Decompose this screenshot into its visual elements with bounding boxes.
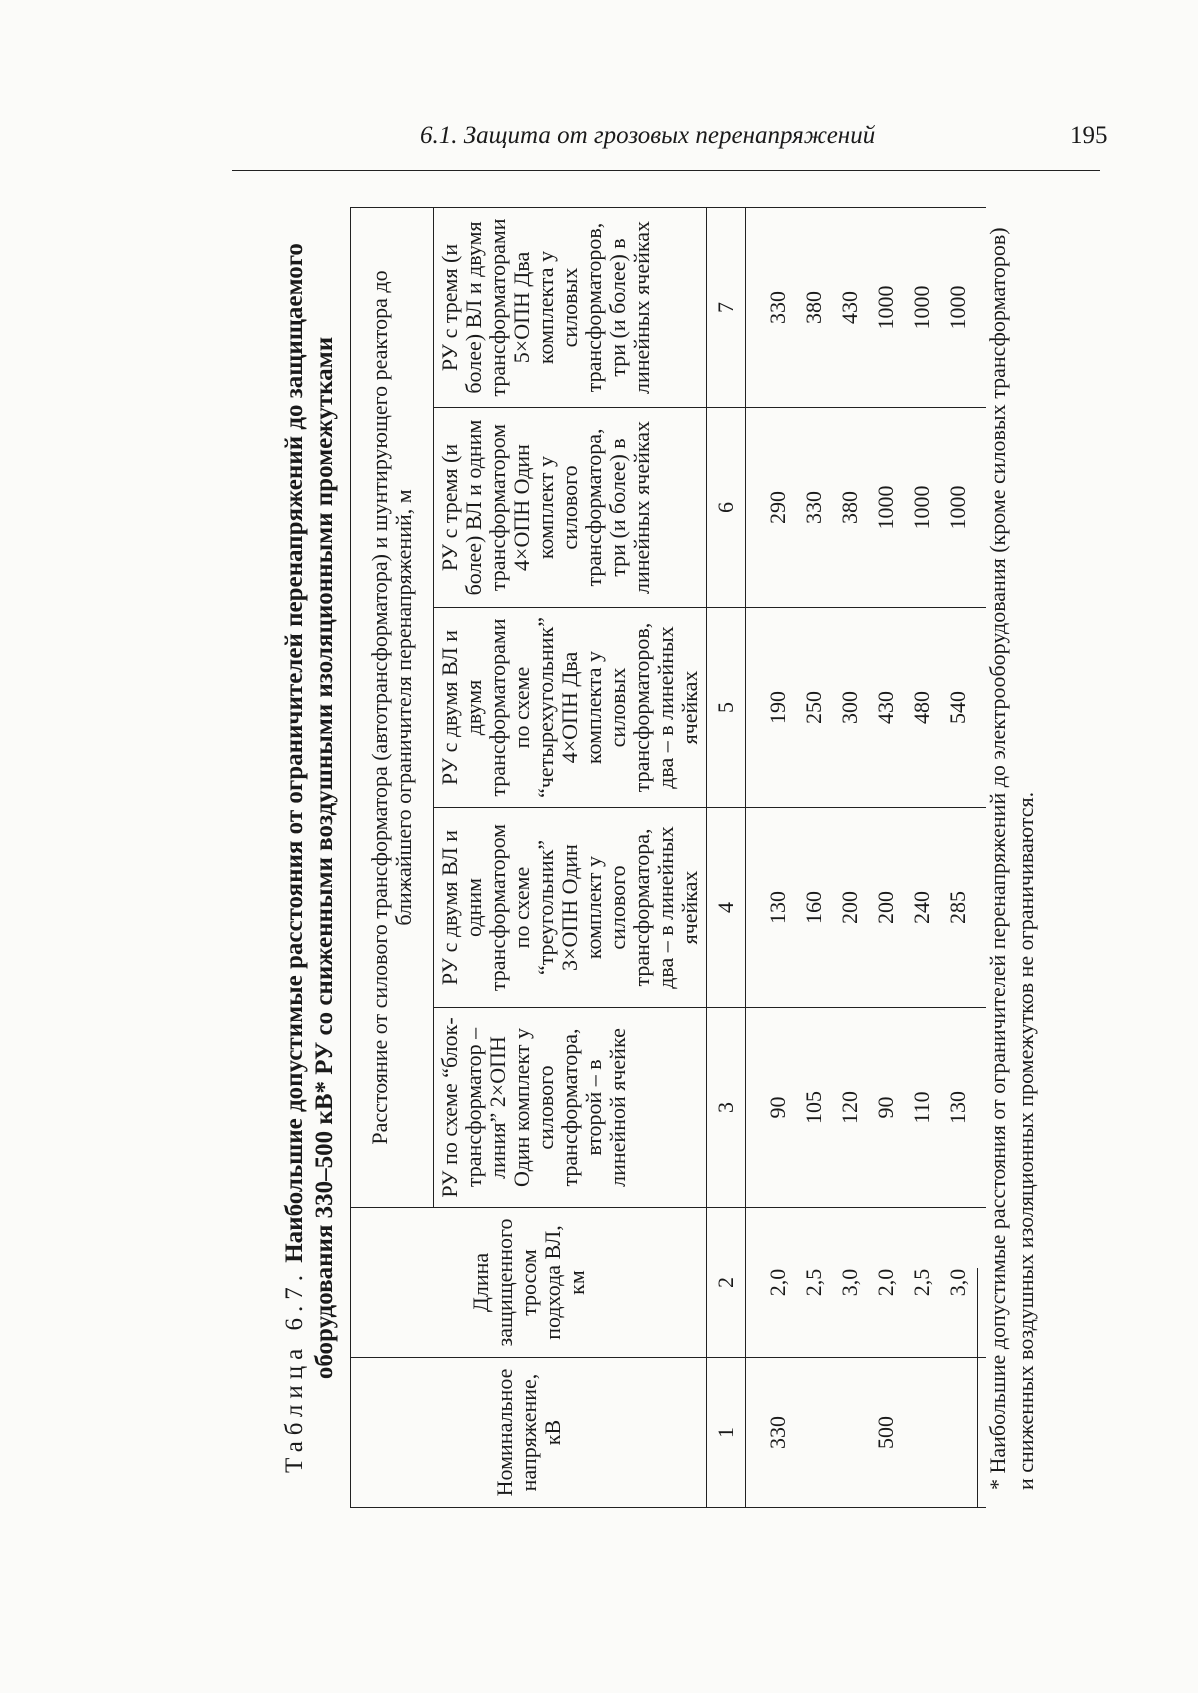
header-distance-group: Расстояние от силового трансформатора (автотрансформатора) и шунтирующего реактора до ближайшего ограничителя перенапряжений, м xyxy=(351,207,434,1207)
footnote: * Наибольшие допустимые расстояния от ограничителей перенапряжений до электрооборудования (кроме силовых трансформаторов) и сниженных воздушных изоляционных промежутков не ограничиваются. xyxy=(985,227,1038,1490)
distance-table xyxy=(350,207,986,1508)
column-number: 4 xyxy=(707,808,746,1008)
col-6-cell: 290 330 380 1000 1000 1000 xyxy=(746,408,986,608)
table-caption-label: Таблица 6.7. xyxy=(281,1269,308,1473)
column-number: 1 xyxy=(707,1358,746,1508)
header-col-4: РУ с двумя ВЛ и одним трансформатором по схеме “треугольник” 3×ОПН Один комплект у силового трансформатора, два – в линейных ячейках xyxy=(434,808,707,1008)
col-7-cell: 330 380 430 1000 1000 1000 xyxy=(746,207,986,407)
footnote-rule xyxy=(977,1268,978,1508)
column-number: 3 xyxy=(707,1008,746,1208)
column-number: 6 xyxy=(707,408,746,608)
rotated-table-block xyxy=(262,208,1122,1508)
page-number: 195 xyxy=(1070,122,1108,149)
header-length: Длина защищенного тросом подхода ВЛ, км xyxy=(351,1208,707,1358)
running-title: 6.1. Защита от грозовых перенапряжений xyxy=(420,122,876,149)
column-number: 2 xyxy=(707,1208,746,1358)
col-5-cell: 190 250 300 430 480 540 xyxy=(746,608,986,808)
table-row xyxy=(746,207,986,1507)
header-col-7: РУ с тремя (и более) ВЛ и двумя трансформаторами 5×ОПН Два комплекта у силовых трансформаторов, три (и более) в линейных ячейках xyxy=(434,207,707,407)
table-caption-title: Наибольшие допустимые расстояния от ограничителей перенапряжений до защищаемого оборудования 330–500 кВ* РУ со сниженными воздушными изоляционными промежутками xyxy=(281,243,338,1380)
header-col-3: РУ по схеме “блок-трансформатор – линия” 2×ОПН Один комплект у силового трансформатора, второй – в линейной ячейке xyxy=(434,1008,707,1208)
header-col-6: РУ с тремя (и более) ВЛ и одним трансформатором 4×ОПН Один комплект у силового трансформатора, три (и более) в линейных ячейках xyxy=(434,408,707,608)
header-voltage: Номинальное напряжение, кВ xyxy=(351,1358,707,1508)
voltage-cell: 330 500 xyxy=(746,1358,986,1508)
col-3-cell: 90 105 120 90 110 130 xyxy=(746,1008,986,1208)
table-caption xyxy=(280,208,340,1508)
header-col-5: РУ с двумя ВЛ и двумя трансформаторами по схеме “четырехугольник” 4×ОПН Два комплекта у силовых трансформаторов, два – в линейных ячейках xyxy=(434,608,707,808)
col-4-cell: 130 160 200 200 240 285 xyxy=(746,808,986,1008)
length-cell: 2,0 2,5 3,0 2,0 2,5 3,0 xyxy=(746,1208,986,1358)
column-number: 7 xyxy=(707,207,746,407)
column-number: 5 xyxy=(707,608,746,808)
header-rule xyxy=(232,170,1100,171)
